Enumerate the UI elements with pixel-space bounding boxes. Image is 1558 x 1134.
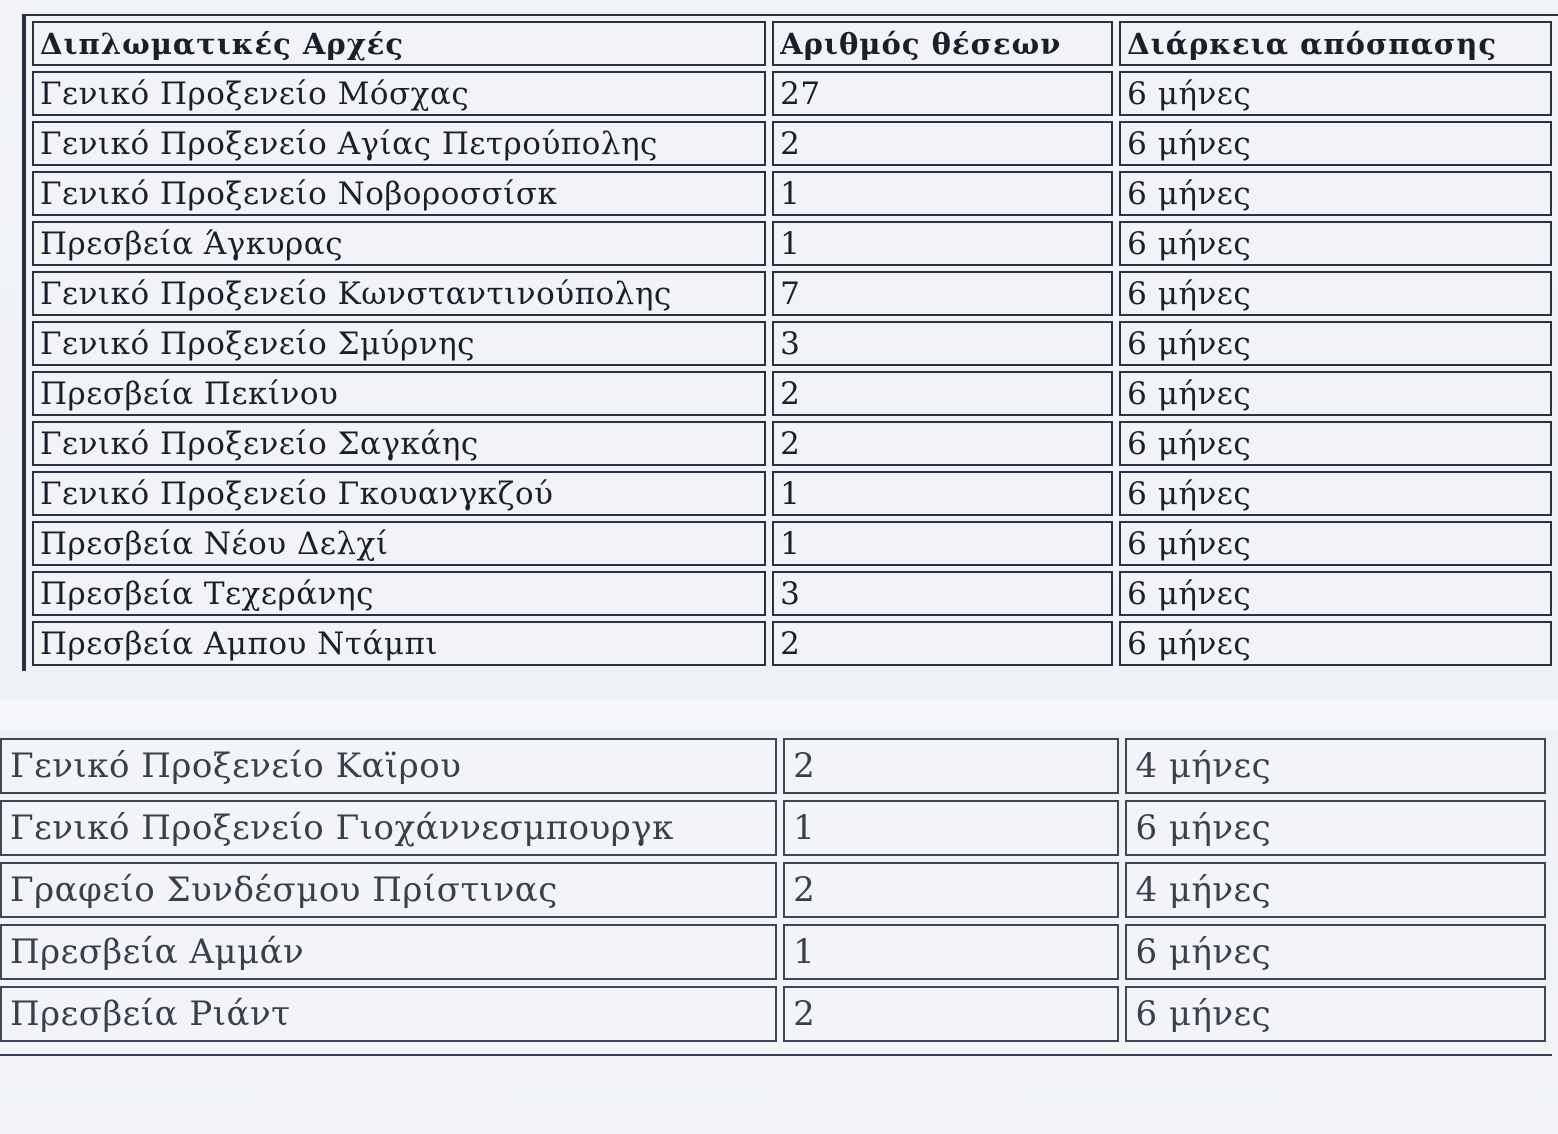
authority-cell: Πρεσβεία Αμμάν: [0, 924, 777, 980]
table-row: [32, 121, 1552, 166]
authority-cell: Πρεσβεία Τεχεράνης: [32, 571, 766, 616]
duration-cell: 6 μήνες: [1119, 571, 1552, 616]
duration-cell: 6 μήνες: [1125, 800, 1546, 856]
table-header-row: [32, 21, 1552, 66]
duration-cell: 6 μήνες: [1119, 171, 1552, 216]
duration-cell: 6 μήνες: [1119, 71, 1552, 116]
table-row: [32, 271, 1552, 316]
table-row: [32, 421, 1552, 466]
header-diplomatic-authorities: Διπλωματικές Αρχές: [32, 21, 766, 66]
positions-cell: 1: [772, 471, 1113, 516]
postings-table-top: [22, 14, 1558, 671]
table-row: [0, 862, 1546, 918]
table-row: [32, 521, 1552, 566]
positions-cell: 1: [783, 800, 1119, 856]
duration-cell: 6 μήνες: [1119, 371, 1552, 416]
positions-cell: 1: [772, 521, 1113, 566]
authority-cell: Γενικό Προξενείο Καϊρου: [0, 738, 777, 794]
positions-cell: 2: [783, 862, 1119, 918]
authority-cell: Πρεσβεία Πεκίνου: [32, 371, 766, 416]
header-number-of-positions: Αριθμός θέσεων: [772, 21, 1113, 66]
positions-cell: 3: [772, 571, 1113, 616]
positions-cell: 1: [783, 924, 1119, 980]
authority-cell: Γενικό Προξενείο Μόσχας: [32, 71, 766, 116]
authority-cell: Γενικό Προξενείο Σαγκάης: [32, 421, 766, 466]
table-row: [32, 171, 1552, 216]
authority-cell: Γενικό Προξενείο Αγίας Πετρούπολης: [32, 121, 766, 166]
duration-cell: 6 μήνες: [1119, 321, 1552, 366]
duration-cell: 6 μήνες: [1119, 271, 1552, 316]
authority-cell: Γραφείο Συνδέσμου Πρίστινας: [0, 862, 777, 918]
table-row: [32, 371, 1552, 416]
authority-cell: Γενικό Προξενείο Γκουανγκζού: [32, 471, 766, 516]
authority-cell: Πρεσβεία Άγκυρας: [32, 221, 766, 266]
duration-cell: 4 μήνες: [1125, 862, 1546, 918]
table-row: [32, 621, 1552, 666]
duration-cell: 6 μήνες: [1119, 471, 1552, 516]
duration-cell: 6 μήνες: [1119, 521, 1552, 566]
positions-cell: 2: [772, 121, 1113, 166]
positions-cell: 7: [772, 271, 1113, 316]
duration-cell: 4 μήνες: [1125, 738, 1546, 794]
authority-cell: Γενικό Προξενείο Γιοχάννεσμπουργκ: [0, 800, 777, 856]
table-row: [0, 738, 1546, 794]
authority-cell: Γενικό Προξενείο Νοβοροσσίσκ: [32, 171, 766, 216]
table-row: [32, 471, 1552, 516]
positions-cell: 2: [772, 421, 1113, 466]
table-row: [32, 321, 1552, 366]
authority-cell: Γενικό Προξενείο Σμύρνης: [32, 321, 766, 366]
authority-cell: Πρεσβεία Ριάντ: [0, 986, 777, 1042]
table-row: [0, 800, 1546, 856]
positions-cell: 2: [772, 621, 1113, 666]
duration-cell: 6 μήνες: [1125, 986, 1546, 1042]
positions-cell: 3: [772, 321, 1113, 366]
duration-cell: 6 μήνες: [1125, 924, 1546, 980]
authority-cell: Πρεσβεία Αμπου Ντάμπι: [32, 621, 766, 666]
positions-cell: 2: [772, 371, 1113, 416]
table-row: [32, 71, 1552, 116]
postings-table-bottom: [0, 732, 1552, 1056]
positions-cell: 2: [783, 738, 1119, 794]
table-row: [0, 986, 1546, 1042]
table-row: [32, 221, 1552, 266]
positions-cell: 27: [772, 71, 1113, 116]
duration-cell: 6 μήνες: [1119, 221, 1552, 266]
positions-cell: 1: [772, 171, 1113, 216]
positions-cell: 1: [772, 221, 1113, 266]
authority-cell: Πρεσβεία Νέου Δελχί: [32, 521, 766, 566]
header-duration-of-secondment: Διάρκεια απόσπασης: [1119, 21, 1552, 66]
page-gap: [0, 700, 1558, 730]
duration-cell: 6 μήνες: [1119, 121, 1552, 166]
table-row: [32, 571, 1552, 616]
authority-cell: Γενικό Προξενείο Κωνσταντινούπολης: [32, 271, 766, 316]
table-row: [0, 924, 1546, 980]
duration-cell: 6 μήνες: [1119, 421, 1552, 466]
positions-cell: 2: [783, 986, 1119, 1042]
duration-cell: 6 μήνες: [1119, 621, 1552, 666]
